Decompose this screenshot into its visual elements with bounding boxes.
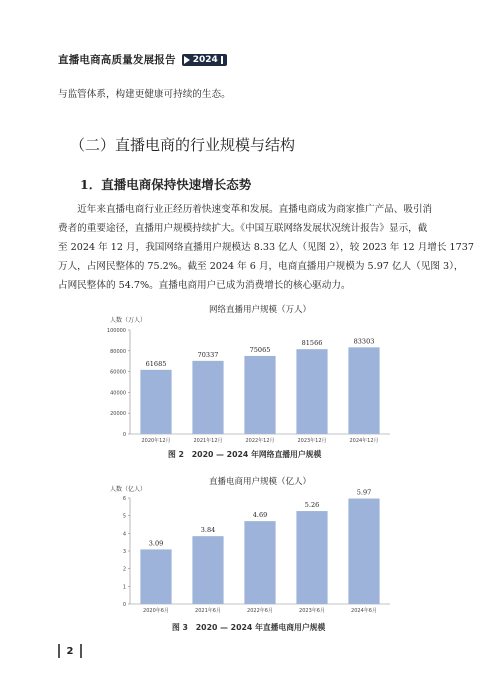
y-tick-label: 1 <box>122 584 126 591</box>
report-title: 直播电商高质量发展报告 <box>58 54 176 66</box>
bar-value-label: 3.84 <box>200 526 216 535</box>
y-axis-label: 人数（万人） <box>110 317 147 324</box>
bar-value-label: 70337 <box>197 350 219 359</box>
x-tick-label: 2022年12月 <box>245 438 275 444</box>
y-tick-label: 80000 <box>110 348 126 355</box>
x-tick-label: 2024年6月 <box>351 608 377 614</box>
page-number: 2 <box>66 645 74 657</box>
figure-caption-2: 图 2 2020 — 2024 年网络直播用户规模 <box>168 450 322 459</box>
x-tick-label: 2023年12月 <box>297 438 327 444</box>
bar-value-label: 5.97 <box>356 488 372 497</box>
x-tick-label: 2023年6月 <box>299 608 325 614</box>
chart-ecommerce-users-svg <box>50 472 450 620</box>
y-tick-label: 5 <box>122 513 126 520</box>
chart-title: 网络直播用户规模（万人） <box>208 305 312 315</box>
x-tick-label: 2020年12月 <box>141 438 171 444</box>
bar <box>296 349 327 434</box>
y-tick-label: 6 <box>122 496 126 502</box>
bar-value-label: 3.09 <box>148 539 164 548</box>
bar <box>244 356 275 434</box>
y-tick-label: 40000 <box>110 390 126 397</box>
bar-value-label: 5.26 <box>304 501 320 510</box>
y-tick-label: 100000 <box>106 328 126 334</box>
bar-value-label: 75065 <box>249 345 271 354</box>
chart-live-users-svg <box>50 296 450 448</box>
body-line: 费者的重要途径，直播用户规模持续扩大。《中国互联网络发展状况统计报告》显示，截 <box>58 223 428 234</box>
footer-divider <box>58 644 60 658</box>
bar <box>296 511 327 604</box>
y-axis-label: 人数（亿人） <box>110 486 147 493</box>
bar <box>140 370 171 434</box>
y-tick-label: 3 <box>122 549 126 555</box>
year-badge <box>182 54 227 66</box>
bar-value-label: 61685 <box>145 359 167 368</box>
bar <box>192 536 223 604</box>
bar <box>348 347 379 434</box>
y-tick-label: 4 <box>122 531 126 538</box>
y-tick-label: 60000 <box>110 369 126 376</box>
x-tick-label: 2024年12月 <box>349 438 379 444</box>
body-line: 占网民整体的 54.7%。直播电商用户已成为消费增长的核心驱动力。 <box>58 280 351 291</box>
body-line: 近年来直播电商行业正经历着快速变革和发展。直播电商成为商家推广产品、吸引消 <box>58 204 433 215</box>
bar <box>140 549 171 604</box>
play-icon <box>184 56 190 64</box>
body-line: 至 2024 年 12 月，我国网络直播用户规模达 8.33 亿人（见图 2），较 2023 年 12 月增长 1737 <box>58 242 474 253</box>
y-tick-label: 20000 <box>110 411 126 418</box>
intro-line: 与监管体系，构建更健康可持续的生态。 <box>58 89 231 100</box>
bar <box>244 521 275 604</box>
chart-title: 直播电商用户规模（亿人） <box>208 477 312 487</box>
bar-value-label: 83303 <box>353 337 375 346</box>
x-tick-label: 2021年12月 <box>193 438 223 444</box>
x-tick-label: 2020年6月 <box>143 608 169 614</box>
bar-icon <box>221 56 223 64</box>
body-paragraph <box>58 200 474 295</box>
bar <box>192 361 223 434</box>
body-line: 万人，占网民整体的 75.2%。截至 2024 年 6 月，电商直播用户规模为 5.97 亿人（见图 3）， <box>58 261 464 272</box>
subheading: 1．直播电商保持快速增长态势 <box>80 177 252 192</box>
page-footer <box>58 644 82 658</box>
running-header <box>58 52 227 67</box>
y-tick-label: 0 <box>122 432 126 438</box>
y-tick-label: 0 <box>122 602 126 608</box>
chart-ecommerce-users <box>50 472 450 620</box>
year-label: 2024 <box>192 54 218 65</box>
footer-divider <box>80 644 82 658</box>
section-heading: （二）直播电商的行业规模与结构 <box>70 136 296 154</box>
y-tick-label: 2 <box>122 566 126 573</box>
x-tick-label: 2021年6月 <box>195 608 221 614</box>
bar-value-label: 4.69 <box>252 511 268 520</box>
x-tick-label: 2022年6月 <box>247 608 273 614</box>
chart-live-users <box>50 296 450 448</box>
figure-caption-3: 图 3 2020 — 2024 年直播电商用户规模 <box>172 623 326 632</box>
bar-value-label: 81566 <box>301 339 323 348</box>
bar <box>348 499 379 604</box>
